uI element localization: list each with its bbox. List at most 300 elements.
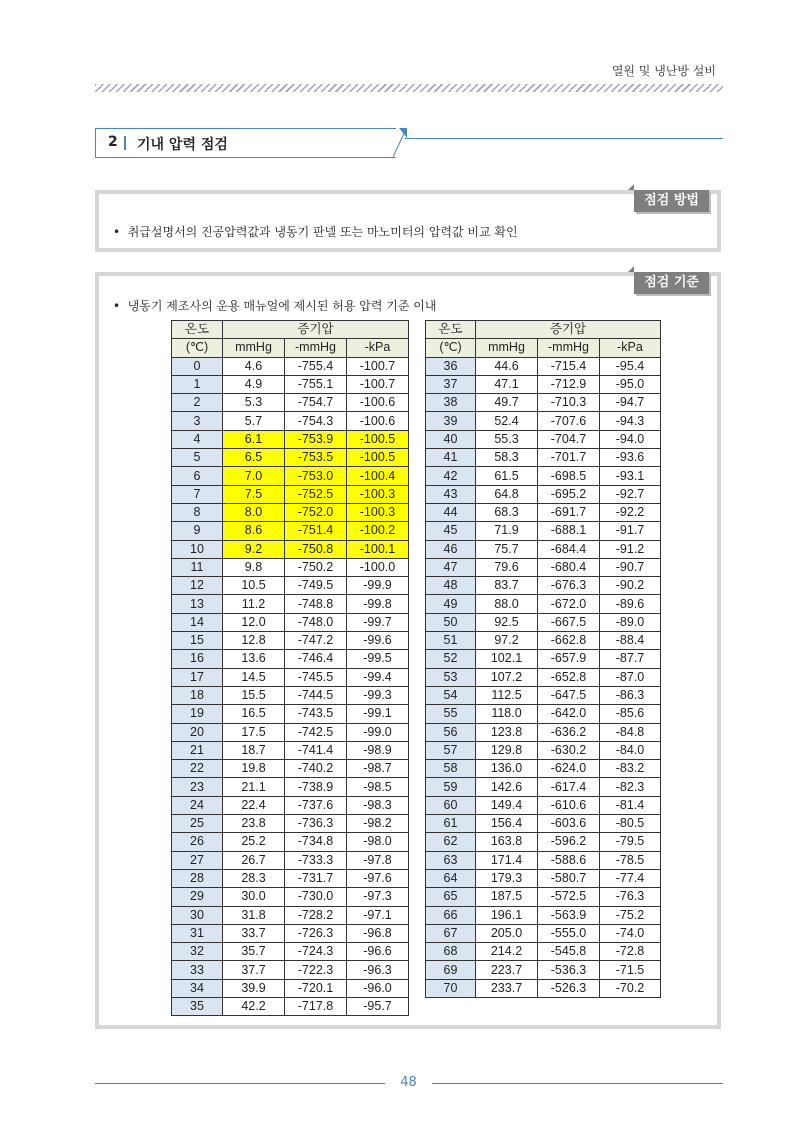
cell-kpa: -100.6 [347, 412, 409, 430]
cell-neg-mmhg: -580.7 [538, 869, 600, 887]
cell-neg-mmhg: -737.6 [285, 796, 347, 814]
cell-mmhg: 21.1 [223, 778, 285, 796]
cell-neg-mmhg: -724.3 [285, 943, 347, 961]
cell-mmhg: 6.1 [223, 430, 285, 448]
cell-neg-mmhg: -754.7 [285, 394, 347, 412]
cell-temp: 32 [172, 943, 223, 961]
cell-mmhg: 37.7 [223, 961, 285, 979]
cell-temp: 59 [426, 778, 476, 796]
cell-temp: 35 [172, 997, 223, 1015]
cell-mmhg: 52.4 [476, 412, 538, 430]
table-row [172, 668, 409, 686]
table-row [426, 485, 661, 503]
cell-mmhg: 136.0 [476, 760, 538, 778]
cell-neg-mmhg: -731.7 [285, 869, 347, 887]
cell-neg-mmhg: -624.0 [538, 760, 600, 778]
cell-neg-mmhg: -630.2 [538, 741, 600, 759]
cell-kpa: -98.9 [347, 741, 409, 759]
cell-temp: 49 [426, 595, 476, 613]
cell-temp: 37 [426, 375, 476, 393]
cell-temp: 31 [172, 924, 223, 942]
cell-kpa: -89.0 [600, 613, 661, 631]
cell-mmhg: 68.3 [476, 503, 538, 521]
cell-mmhg: 171.4 [476, 851, 538, 869]
cell-kpa: -99.8 [347, 595, 409, 613]
table-row [426, 943, 661, 961]
table-row [426, 558, 661, 576]
cell-temp: 3 [172, 412, 223, 430]
cell-temp: 66 [426, 906, 476, 924]
cell-mmhg: 18.7 [223, 741, 285, 759]
cell-kpa: -74.0 [600, 924, 661, 942]
cell-neg-mmhg: -745.5 [285, 668, 347, 686]
cell-neg-mmhg: -684.4 [538, 540, 600, 558]
table-row [426, 467, 661, 485]
cell-mmhg: 112.5 [476, 686, 538, 704]
cell-kpa: -99.7 [347, 613, 409, 631]
cell-mmhg: 15.5 [223, 686, 285, 704]
table-row [426, 650, 661, 668]
cell-mmhg: 19.8 [223, 760, 285, 778]
cell-mmhg: 107.2 [476, 668, 538, 686]
table-row [172, 430, 409, 448]
cell-mmhg: 8.6 [223, 522, 285, 540]
cell-kpa: -94.0 [600, 430, 661, 448]
cell-mmhg: 223.7 [476, 961, 538, 979]
cell-mmhg: 8.0 [223, 503, 285, 521]
table-row [426, 778, 661, 796]
cell-kpa: -96.3 [347, 961, 409, 979]
pressure-table-right [425, 320, 661, 998]
cell-kpa: -94.7 [600, 394, 661, 412]
cell-mmhg: 12.8 [223, 632, 285, 650]
cell-temp: 30 [172, 906, 223, 924]
table-row [426, 723, 661, 741]
cell-neg-mmhg: -647.5 [538, 686, 600, 704]
cell-neg-mmhg: -695.2 [538, 485, 600, 503]
cell-kpa: -93.1 [600, 467, 661, 485]
cell-temp: 20 [172, 723, 223, 741]
table-row [172, 613, 409, 631]
cell-mmhg: 179.3 [476, 869, 538, 887]
header-pressure: 증기압 [223, 321, 409, 339]
cell-kpa: -97.3 [347, 888, 409, 906]
cell-temp: 19 [172, 705, 223, 723]
table-row [426, 430, 661, 448]
cell-kpa: -99.4 [347, 668, 409, 686]
cell-neg-mmhg: -652.8 [538, 668, 600, 686]
header-neg-mmhg: -mmHg [285, 339, 347, 357]
cell-neg-mmhg: -667.5 [538, 613, 600, 631]
cell-kpa: -95.0 [600, 375, 661, 393]
cell-mmhg: 4.6 [223, 357, 285, 375]
cell-mmhg: 35.7 [223, 943, 285, 961]
section-title: 기내 압력 점검 [137, 137, 228, 153]
cell-temp: 17 [172, 668, 223, 686]
cell-neg-mmhg: -726.3 [285, 924, 347, 942]
cell-kpa: -92.2 [600, 503, 661, 521]
cell-kpa: -100.0 [347, 558, 409, 576]
cell-neg-mmhg: -754.3 [285, 412, 347, 430]
table-row [426, 503, 661, 521]
cell-neg-mmhg: -743.5 [285, 705, 347, 723]
table-row [426, 869, 661, 887]
cell-temp: 67 [426, 924, 476, 942]
table-row [172, 540, 409, 558]
table-row [426, 595, 661, 613]
cell-temp: 21 [172, 741, 223, 759]
cell-mmhg: 4.9 [223, 375, 285, 393]
cell-neg-mmhg: -750.2 [285, 558, 347, 576]
cell-kpa: -97.6 [347, 869, 409, 887]
cell-mmhg: 55.3 [476, 430, 538, 448]
criteria-text: 냉동기 제조사의 운용 매뉴얼에 제시된 허용 압력 기준 이내 [127, 299, 437, 313]
table-row [172, 833, 409, 851]
cell-temp: 54 [426, 686, 476, 704]
cell-neg-mmhg: -746.4 [285, 650, 347, 668]
cell-temp: 33 [172, 961, 223, 979]
table-row [426, 540, 661, 558]
header-temp: 온도 [172, 321, 223, 339]
cell-mmhg: 14.5 [223, 668, 285, 686]
header-pressure: 증기압 [476, 321, 661, 339]
cell-neg-mmhg: -748.8 [285, 595, 347, 613]
cell-temp: 55 [426, 705, 476, 723]
cell-neg-mmhg: -755.4 [285, 357, 347, 375]
cell-neg-mmhg: -748.0 [285, 613, 347, 631]
table-row [172, 394, 409, 412]
cell-mmhg: 75.7 [476, 540, 538, 558]
cell-temp: 70 [426, 979, 476, 997]
cell-kpa: -98.0 [347, 833, 409, 851]
cell-mmhg: 5.7 [223, 412, 285, 430]
table-row [426, 851, 661, 869]
table-row [172, 723, 409, 741]
cell-mmhg: 102.1 [476, 650, 538, 668]
bullet-dot: • [113, 225, 128, 239]
cell-neg-mmhg: -680.4 [538, 558, 600, 576]
cell-temp: 48 [426, 577, 476, 595]
cell-mmhg: 44.6 [476, 357, 538, 375]
cell-temp: 63 [426, 851, 476, 869]
cell-neg-mmhg: -736.3 [285, 815, 347, 833]
cell-mmhg: 5.3 [223, 394, 285, 412]
cell-kpa: -99.0 [347, 723, 409, 741]
cell-kpa: -94.3 [600, 412, 661, 430]
cell-neg-mmhg: -755.1 [285, 375, 347, 393]
cell-neg-mmhg: -744.5 [285, 686, 347, 704]
cell-kpa: -76.3 [600, 888, 661, 906]
cell-kpa: -100.5 [347, 449, 409, 467]
cell-kpa: -79.5 [600, 833, 661, 851]
table-row [172, 503, 409, 521]
cell-neg-mmhg: -676.3 [538, 577, 600, 595]
table-row [172, 851, 409, 869]
table-row [172, 686, 409, 704]
cell-temp: 47 [426, 558, 476, 576]
cell-kpa: -99.1 [347, 705, 409, 723]
table-row [172, 778, 409, 796]
method-text: 취급설명서의 진공압력값과 냉동기 판넬 또는 마노미터의 압력값 비교 확인 [127, 225, 518, 239]
cell-kpa: -87.0 [600, 668, 661, 686]
cell-mmhg: 187.5 [476, 888, 538, 906]
cell-temp: 22 [172, 760, 223, 778]
cell-neg-mmhg: -753.0 [285, 467, 347, 485]
cell-kpa: -93.6 [600, 449, 661, 467]
cell-mmhg: 214.2 [476, 943, 538, 961]
table-row [426, 577, 661, 595]
cell-temp: 16 [172, 650, 223, 668]
cell-mmhg: 118.0 [476, 705, 538, 723]
cell-temp: 29 [172, 888, 223, 906]
table-row [172, 577, 409, 595]
cell-mmhg: 58.3 [476, 449, 538, 467]
table-row [426, 412, 661, 430]
cell-neg-mmhg: -610.6 [538, 796, 600, 814]
cell-kpa: -82.3 [600, 778, 661, 796]
cell-kpa: -75.2 [600, 906, 661, 924]
cell-kpa: -87.7 [600, 650, 661, 668]
table-row [172, 595, 409, 613]
cell-temp: 8 [172, 503, 223, 521]
cell-neg-mmhg: -751.4 [285, 522, 347, 540]
table-row [172, 357, 409, 375]
cell-mmhg: 79.6 [476, 558, 538, 576]
cell-temp: 68 [426, 943, 476, 961]
cell-mmhg: 31.8 [223, 906, 285, 924]
cell-temp: 44 [426, 503, 476, 521]
cell-mmhg: 13.6 [223, 650, 285, 668]
header-neg-mmhg: -mmHg [538, 339, 600, 357]
cell-temp: 10 [172, 540, 223, 558]
cell-neg-mmhg: -588.6 [538, 851, 600, 869]
footer-line-right [432, 1083, 723, 1084]
cell-neg-mmhg: -657.9 [538, 650, 600, 668]
criteria-bullet [113, 297, 436, 314]
cell-neg-mmhg: -701.7 [538, 449, 600, 467]
method-bullet [113, 223, 518, 240]
header-mmhg: mmHg [476, 339, 538, 357]
cell-mmhg: 142.6 [476, 778, 538, 796]
table-subheader-row [426, 339, 661, 357]
cell-kpa: -100.7 [347, 375, 409, 393]
cell-neg-mmhg: -733.3 [285, 851, 347, 869]
cell-temp: 5 [172, 449, 223, 467]
cell-temp: 14 [172, 613, 223, 631]
cell-neg-mmhg: -715.4 [538, 357, 600, 375]
cell-neg-mmhg: -545.8 [538, 943, 600, 961]
cell-kpa: -100.6 [347, 394, 409, 412]
cell-kpa: -100.7 [347, 357, 409, 375]
table-row [426, 888, 661, 906]
table-row [426, 375, 661, 393]
cell-mmhg: 25.2 [223, 833, 285, 851]
cell-neg-mmhg: -742.5 [285, 723, 347, 741]
section-divider [124, 136, 126, 150]
table-row [426, 924, 661, 942]
cell-neg-mmhg: -740.2 [285, 760, 347, 778]
cell-kpa: -99.3 [347, 686, 409, 704]
cell-temp: 56 [426, 723, 476, 741]
cell-mmhg: 33.7 [223, 924, 285, 942]
header-temp: 온도 [426, 321, 476, 339]
cell-temp: 4 [172, 430, 223, 448]
cell-temp: 52 [426, 650, 476, 668]
cell-neg-mmhg: -722.3 [285, 961, 347, 979]
cell-temp: 61 [426, 815, 476, 833]
cell-mmhg: 9.8 [223, 558, 285, 576]
cell-kpa: -98.2 [347, 815, 409, 833]
cell-mmhg: 88.0 [476, 595, 538, 613]
cell-neg-mmhg: -752.0 [285, 503, 347, 521]
cell-mmhg: 49.7 [476, 394, 538, 412]
cell-temp: 6 [172, 467, 223, 485]
cell-mmhg: 196.1 [476, 906, 538, 924]
cell-mmhg: 7.5 [223, 485, 285, 503]
cell-neg-mmhg: -730.0 [285, 888, 347, 906]
cell-temp: 43 [426, 485, 476, 503]
header-mmhg: mmHg [223, 339, 285, 357]
cell-mmhg: 64.8 [476, 485, 538, 503]
cell-temp: 69 [426, 961, 476, 979]
table-row [426, 741, 661, 759]
cell-kpa: -86.3 [600, 686, 661, 704]
cell-temp: 45 [426, 522, 476, 540]
table-row [172, 997, 409, 1015]
cell-temp: 57 [426, 741, 476, 759]
cell-temp: 34 [172, 979, 223, 997]
cell-neg-mmhg: -526.3 [538, 979, 600, 997]
cell-kpa: -81.4 [600, 796, 661, 814]
cell-kpa: -97.1 [347, 906, 409, 924]
cell-mmhg: 7.0 [223, 467, 285, 485]
cell-kpa: -90.7 [600, 558, 661, 576]
cell-neg-mmhg: -712.9 [538, 375, 600, 393]
cell-temp: 1 [172, 375, 223, 393]
cell-temp: 60 [426, 796, 476, 814]
cell-temp: 58 [426, 760, 476, 778]
table-row [172, 906, 409, 924]
cell-temp: 51 [426, 632, 476, 650]
cell-neg-mmhg: -738.9 [285, 778, 347, 796]
cell-temp: 62 [426, 833, 476, 851]
table-header-row [172, 321, 409, 339]
cell-neg-mmhg: -728.2 [285, 906, 347, 924]
cell-kpa: -95.7 [347, 997, 409, 1015]
cell-kpa: -96.6 [347, 943, 409, 961]
cell-neg-mmhg: -672.0 [538, 595, 600, 613]
cell-kpa: -96.8 [347, 924, 409, 942]
cell-mmhg: 26.7 [223, 851, 285, 869]
cell-mmhg: 39.9 [223, 979, 285, 997]
cell-kpa: -80.5 [600, 815, 661, 833]
table-row [172, 815, 409, 833]
cell-kpa: -77.4 [600, 869, 661, 887]
cell-temp: 24 [172, 796, 223, 814]
table-row [172, 650, 409, 668]
cell-neg-mmhg: -563.9 [538, 906, 600, 924]
cell-mmhg: 156.4 [476, 815, 538, 833]
table-row [172, 467, 409, 485]
cell-mmhg: 12.0 [223, 613, 285, 631]
cell-temp: 27 [172, 851, 223, 869]
cell-neg-mmhg: -734.8 [285, 833, 347, 851]
cell-neg-mmhg: -617.4 [538, 778, 600, 796]
cell-temp: 28 [172, 869, 223, 887]
cell-neg-mmhg: -707.6 [538, 412, 600, 430]
cell-neg-mmhg: -752.5 [285, 485, 347, 503]
cell-kpa: -99.5 [347, 650, 409, 668]
cell-kpa: -98.5 [347, 778, 409, 796]
table-row [172, 449, 409, 467]
cell-neg-mmhg: -572.5 [538, 888, 600, 906]
cell-mmhg: 233.7 [476, 979, 538, 997]
table-row [172, 961, 409, 979]
cell-mmhg: 30.0 [223, 888, 285, 906]
table-row [426, 522, 661, 540]
cell-temp: 50 [426, 613, 476, 631]
table-row [172, 375, 409, 393]
cell-mmhg: 61.5 [476, 467, 538, 485]
table-subheader-row [172, 339, 409, 357]
cell-temp: 7 [172, 485, 223, 503]
cell-temp: 46 [426, 540, 476, 558]
cell-mmhg: 149.4 [476, 796, 538, 814]
cell-kpa: -97.8 [347, 851, 409, 869]
table-row [172, 888, 409, 906]
cell-mmhg: 97.2 [476, 632, 538, 650]
cell-mmhg: 6.5 [223, 449, 285, 467]
cell-neg-mmhg: -717.8 [285, 997, 347, 1015]
cell-neg-mmhg: -753.9 [285, 430, 347, 448]
header-unit: (℃) [172, 339, 223, 357]
table-row [172, 979, 409, 997]
cell-neg-mmhg: -749.5 [285, 577, 347, 595]
cell-mmhg: 28.3 [223, 869, 285, 887]
cell-kpa: -98.3 [347, 796, 409, 814]
cell-temp: 13 [172, 595, 223, 613]
cell-kpa: -99.9 [347, 577, 409, 595]
pressure-table-left [171, 320, 409, 1016]
method-tag: 점검 방법 [634, 190, 709, 212]
table-row [172, 412, 409, 430]
table-row [172, 943, 409, 961]
table-row [426, 449, 661, 467]
cell-temp: 25 [172, 815, 223, 833]
cell-kpa: -84.8 [600, 723, 661, 741]
table-header-row [426, 321, 661, 339]
table-row [426, 668, 661, 686]
cell-temp: 26 [172, 833, 223, 851]
section-number: 2 [108, 134, 118, 150]
cell-neg-mmhg: -688.1 [538, 522, 600, 540]
cell-kpa: -100.3 [347, 485, 409, 503]
table-row [172, 796, 409, 814]
cell-mmhg: 22.4 [223, 796, 285, 814]
cell-kpa: -100.5 [347, 430, 409, 448]
table-row [426, 394, 661, 412]
cell-mmhg: 10.5 [223, 577, 285, 595]
cell-kpa: -100.1 [347, 540, 409, 558]
cell-temp: 15 [172, 632, 223, 650]
cell-kpa: -92.7 [600, 485, 661, 503]
cell-mmhg: 92.5 [476, 613, 538, 631]
cell-neg-mmhg: -720.1 [285, 979, 347, 997]
cell-kpa: -96.0 [347, 979, 409, 997]
cell-kpa: -90.2 [600, 577, 661, 595]
table-row [426, 357, 661, 375]
table-row [426, 613, 661, 631]
